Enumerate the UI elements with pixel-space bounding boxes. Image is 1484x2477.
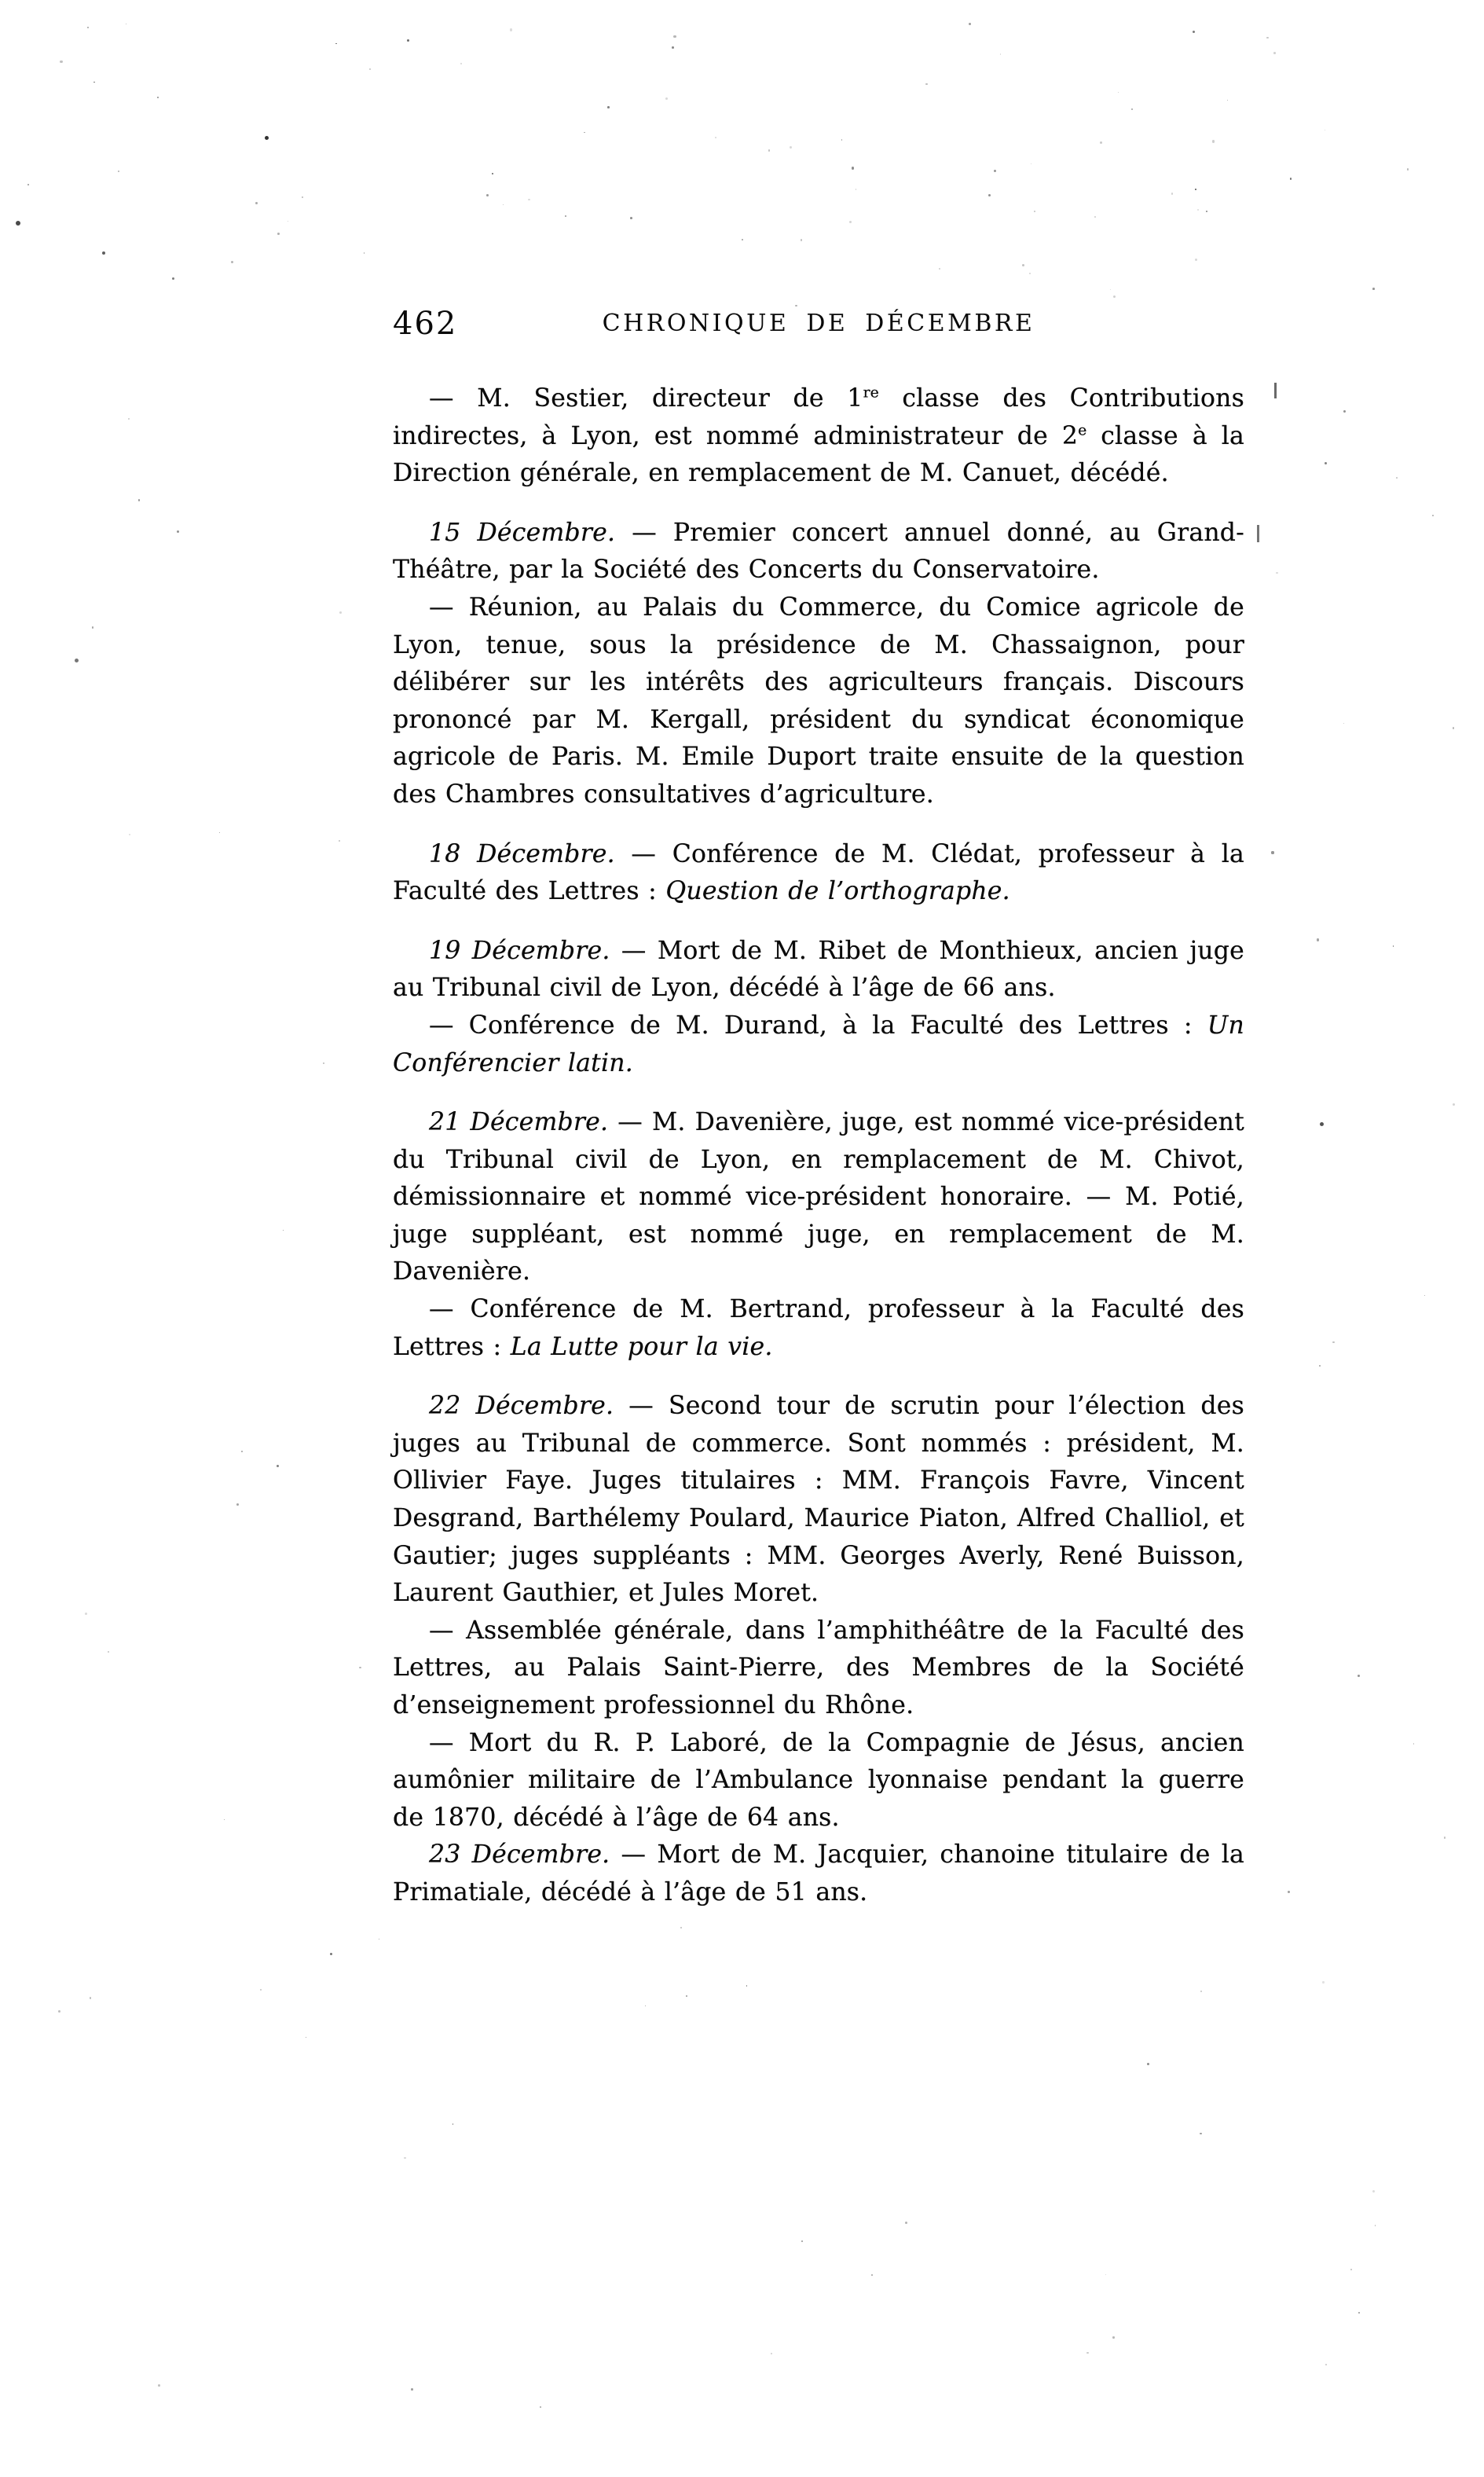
scan-speck <box>1375 2225 1376 2226</box>
scan-speck <box>988 194 991 196</box>
scan-speck <box>486 194 489 196</box>
scan-speck <box>1195 259 1197 261</box>
scan-speck <box>330 1953 332 1955</box>
scan-speck <box>1396 477 1398 479</box>
paragraph <box>393 1007 1244 1082</box>
scan-speck <box>1086 2352 1089 2354</box>
scan-speck <box>27 184 29 185</box>
scan-speck <box>277 1465 279 1467</box>
paragraph <box>393 1725 1244 1837</box>
scan-speck <box>265 136 269 140</box>
scan-speck <box>925 83 928 86</box>
scan-speck <box>1290 178 1292 179</box>
scan-speck <box>994 170 996 172</box>
scan-speck <box>177 530 179 533</box>
scan-speck <box>60 61 62 63</box>
scan-speck <box>1193 31 1195 33</box>
scan-speck <box>673 35 676 38</box>
text-run: — Assemblée générale, dans l’amphithéâtre de la Faculté des Lettres, au Palais Saint-Pierre, des Membres de la Société d’enseignement professionnel du Rhône. <box>393 1616 1244 1719</box>
text-run: classe à la Direction générale, en remplacement de M. Canuet, décédé. <box>393 421 1244 488</box>
scan-speck <box>1273 52 1276 54</box>
scan-ink-tick <box>1274 383 1277 398</box>
text-run: — Premier concert annuel donné, au Grand-Théâtre, par la Société des Concerts du Conservatoire. <box>393 518 1245 585</box>
scan-speck <box>771 2353 772 2354</box>
scan-speck <box>1332 1341 1334 1343</box>
paragraph <box>393 515 1244 589</box>
page-header <box>393 306 1244 344</box>
paragraph <box>393 380 1244 493</box>
scan-speck <box>742 239 743 240</box>
paragraph <box>393 1837 1244 1911</box>
scan-speck <box>852 167 854 169</box>
running-title: CHRONIQUE DE DÉCEMBRE <box>602 310 1035 337</box>
scan-speck <box>1000 53 1001 54</box>
text-run: — Conférence de M. Durand, à la Faculté des Lettres : <box>429 1011 1207 1040</box>
scan-speck <box>1171 193 1174 195</box>
text-run: — Conférence de M. Bertrand, professeur à la Faculté des Lettres : <box>393 1295 1244 1361</box>
scan-speck <box>369 68 371 70</box>
text-run: 23 Décembre. <box>429 1840 610 1870</box>
text-run: La Lutte pour la vie. <box>510 1332 773 1361</box>
paragraph <box>393 589 1244 814</box>
scan-speck <box>1118 92 1119 93</box>
scan-speck <box>1372 288 1375 290</box>
scan-speck <box>1325 2364 1327 2365</box>
scan-speck <box>1131 108 1133 110</box>
scan-speck <box>841 139 843 141</box>
scan-speck <box>236 1503 239 1506</box>
scan-speck <box>1206 211 1207 212</box>
scan-speck <box>1453 1103 1455 1106</box>
scan-speck <box>1022 264 1024 266</box>
scan-speck <box>645 2005 646 2006</box>
scan-speck <box>102 251 105 255</box>
text-run: 22 Décembre. <box>429 1392 614 1421</box>
scan-speck <box>1322 1981 1324 1983</box>
scan-speck <box>1358 2312 1361 2314</box>
page-number: 462 <box>393 306 458 342</box>
scan-speck <box>118 171 119 172</box>
text-run: — Mort du R. P. Laboré, de la Compagnie de Jésus, ancien aumônier militaire de l’Ambulance lyonnaise pendant la guerre de 1870, décédé à l’âge de 64 ans. <box>393 1728 1244 1832</box>
text-run: — M. Davenière, juge, est nommé vice-président du Tribunal civil de Lyon, en remplacement de M. Chivot, démissionnaire et nommé vice-président honoraire. — M. Potié, juge suppléant, est nommé juge, en remplacement de M. Davenière. <box>393 1108 1244 1286</box>
scan-speck <box>1094 216 1096 218</box>
scan-speck <box>540 2406 541 2408</box>
scan-speck <box>1113 295 1116 298</box>
scan-speck <box>1350 2269 1352 2270</box>
scan-speck <box>283 1230 284 1231</box>
scan-speck <box>1372 2190 1375 2193</box>
scan-speck <box>939 268 940 270</box>
scan-speck <box>1276 572 1278 574</box>
text-run: 15 Décembre. <box>429 518 616 547</box>
scan-speck <box>1413 1743 1414 1744</box>
text-run: re <box>863 383 879 402</box>
scan-speck <box>411 2388 413 2391</box>
scan-speck <box>510 28 512 31</box>
scan-speck <box>801 239 803 241</box>
scan-speck <box>1147 2063 1149 2065</box>
scan-speck <box>1343 723 1344 724</box>
scan-speck <box>129 834 130 835</box>
scan-speck <box>404 2157 406 2160</box>
scan-speck <box>1432 515 1434 516</box>
scan-speck <box>746 1985 747 1986</box>
paragraph <box>393 1104 1244 1291</box>
scan-speck <box>90 1997 92 1999</box>
scan-speck <box>1266 37 1269 39</box>
scan-speck <box>680 1927 682 1928</box>
paragraph <box>393 1388 1244 1613</box>
scan-speck <box>1271 851 1273 853</box>
scan-speck <box>790 146 792 149</box>
scan-speck <box>255 202 258 204</box>
scan-speck <box>871 2274 873 2276</box>
scan-speck <box>453 2123 454 2125</box>
scan-speck <box>1325 462 1327 464</box>
scan-speck <box>85 1613 87 1615</box>
scan-speck <box>1200 2133 1202 2135</box>
paragraph <box>393 1613 1244 1725</box>
scan-speck <box>1444 1837 1446 1839</box>
scan-speck <box>231 261 233 263</box>
text-run: — M. Sestier, directeur de 1 <box>429 384 863 413</box>
scan-speck <box>607 106 610 108</box>
page-content <box>393 306 1244 1912</box>
scan-speck <box>241 1451 243 1452</box>
scan-speck <box>1320 1122 1324 1126</box>
text-run: Question de l’orthographe. <box>665 877 1010 906</box>
scan-speck <box>1034 211 1035 212</box>
scan-speck <box>158 2384 160 2387</box>
scan-speck <box>492 173 493 174</box>
scan-speck <box>260 1989 262 1991</box>
scan-speck <box>1407 168 1409 171</box>
text-run: 21 Décembre. <box>429 1108 609 1137</box>
text-run: — Mort de M. Jacquier, chanoine titulaire de la Primatiale, décédé à l’âge de 51 ans. <box>393 1840 1244 1906</box>
scan-speck <box>1453 727 1455 729</box>
scan-speck <box>339 840 340 842</box>
scan-speck <box>364 252 365 254</box>
scan-speck <box>1105 2274 1106 2275</box>
scan-speck <box>1227 100 1228 101</box>
scan-speck <box>1212 140 1215 142</box>
scan-speck <box>92 626 94 629</box>
text-run: 19 Décembre. <box>429 936 610 965</box>
scan-speck <box>1424 1295 1425 1296</box>
text-run: — Conférence de M. Clédat, professeur à la Faculté des Lettres : <box>393 839 1244 906</box>
scan-speck <box>58 2010 60 2013</box>
scan-speck <box>1100 141 1102 144</box>
scan-speck <box>1343 410 1346 413</box>
text-run: Un Conférencier latin. <box>393 1011 1244 1077</box>
scan-speck <box>16 221 20 226</box>
scan-speck <box>630 217 632 219</box>
scan-speck <box>849 221 852 223</box>
scan-speck <box>1110 289 1111 290</box>
scan-speck <box>460 63 461 64</box>
scan-speck <box>905 2222 907 2224</box>
text-run: 18 Décembre. <box>429 839 615 868</box>
scan-speck <box>1393 945 1394 946</box>
scan-speck <box>1200 1991 1202 1992</box>
scan-speck <box>339 611 342 614</box>
paragraph <box>393 933 1244 1007</box>
scan-speck <box>323 1062 324 1064</box>
scan-speck <box>407 39 409 42</box>
scan-speck <box>172 277 174 280</box>
scan-speck <box>335 43 337 45</box>
scan-speck <box>1029 273 1031 274</box>
text-run: — Réunion, au Palais du Commerce, du Comice agricole de Lyon, tenue, sous la présidence de M. Chassaignon, pour délibérer sur les intérêts des agriculteurs français. Discours prononcé par M. Kergall, président du syndicat économique agricole de Paris. M. Emile Duport traite ensuite de la question des Chambres consultatives d’agriculture. <box>393 593 1244 809</box>
scan-speck <box>277 233 280 235</box>
body-paragraphs <box>393 380 1244 1912</box>
scan-speck <box>87 27 89 28</box>
scan-speck <box>969 23 971 25</box>
paragraph <box>393 836 1244 911</box>
scan-speck <box>801 2240 803 2242</box>
paragraph <box>393 1291 1244 1366</box>
scan-speck <box>1358 1675 1360 1677</box>
scan-speck <box>1317 938 1319 941</box>
text-run: — Mort de M. Ribet de Monthieux, ancien juge au Tribunal civil de Lyon, décédé à l’âge de 66 ans. <box>393 936 1244 1003</box>
scan-speck <box>503 204 504 205</box>
scan-speck <box>224 1819 225 1821</box>
text-run: classe des Contributions indirectes, à Lyon, est nommé administrateur de 2 <box>393 384 1245 450</box>
scan-speck <box>715 137 716 138</box>
scan-speck <box>219 832 220 833</box>
scan-speck <box>128 418 130 420</box>
scan-speck <box>1197 209 1199 211</box>
scan-speck <box>1112 2336 1114 2338</box>
scan-speck <box>93 82 95 83</box>
scan-speck <box>672 46 674 49</box>
scan-speck <box>138 499 140 501</box>
scan-speck <box>1288 1891 1290 1893</box>
scan-speck <box>565 215 566 217</box>
text-run: — Second tour de scrutin pour l’élection des juges au Tribunal de commerce. Sont nommés : président, M. Ollivier Faye. Juges titulaires : MM. François Favre, Vincent Desgrand, Barthélemy Poulard, Maurice Piaton, Alfred Challiol, et Gautier; juges suppléants : MM. Georges Averly, René Buisson, Laurent Gauthier, et Jules Moret. <box>393 1392 1245 1608</box>
text-run: e <box>1078 421 1087 439</box>
scan-speck <box>1319 1365 1321 1367</box>
scan-speck <box>768 149 770 151</box>
scan-speck <box>359 1667 361 1668</box>
scan-speck <box>528 199 529 200</box>
scan-speck <box>686 1995 687 1997</box>
scan-speck <box>157 97 159 98</box>
scan-speck <box>665 97 668 100</box>
scan-ink-tick <box>1257 525 1259 542</box>
scan-speck <box>75 659 79 662</box>
